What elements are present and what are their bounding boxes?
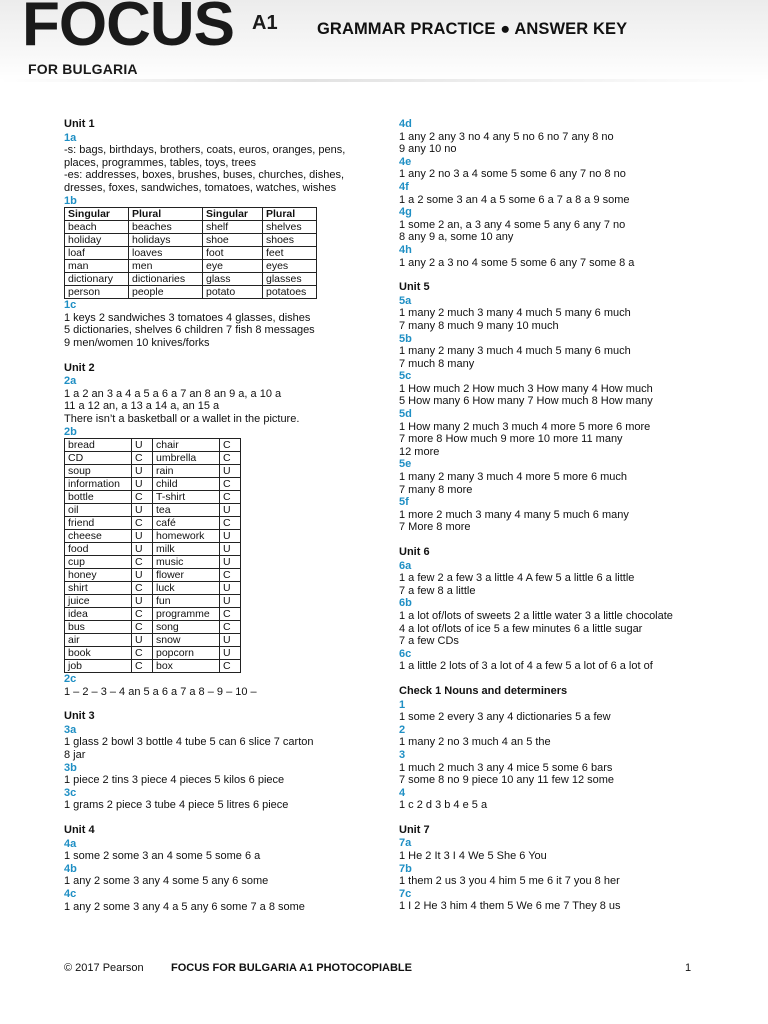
exercise-label: 4d (399, 118, 412, 130)
answer-line: dresses, foxes, sandwiches, tomatoes, watches, wishes (64, 181, 337, 194)
right-column (399, 118, 729, 913)
table-cell: feet (263, 247, 317, 260)
table-cell: men (129, 260, 203, 273)
table-row (65, 504, 241, 517)
answer-line: 1 many 2 much 3 many 4 much 5 many 6 much (399, 307, 631, 320)
answer-line: 7 a few 8 a little (399, 584, 476, 597)
footer-title: FOCUS FOR BULGARIA A1 PHOTOCOPIABLE (171, 962, 412, 974)
table-row (65, 634, 241, 647)
table-row (65, 247, 317, 260)
answer-block (399, 660, 729, 673)
exercise-label: 5b (399, 332, 412, 345)
exercise-label: 1a (64, 131, 77, 144)
table-cell: flower (153, 569, 220, 582)
exercise-label: 1 (399, 698, 406, 711)
exercise-label: 5c (399, 370, 412, 383)
table-cell: friend (65, 517, 132, 530)
answer-line: 1 a 2 an 3 a 4 a 5 a 6 a 7 an 8 an 9 a, a 10 a (64, 387, 282, 400)
table-cell: U (132, 543, 153, 556)
answer-line: 1 many 2 no 3 much 4 an 5 the (399, 736, 551, 749)
answer-block (399, 900, 729, 913)
table-cell: T-shirt (153, 491, 220, 504)
answer-line: 12 more (399, 445, 440, 458)
answer-block (399, 875, 729, 888)
table-row (65, 595, 241, 608)
answer-block (399, 307, 729, 332)
table-header-cell: Plural (263, 208, 317, 221)
table-cell: tea (153, 504, 220, 517)
unit-heading: Unit 4 (64, 824, 95, 837)
exercise-label: 5f (399, 496, 409, 509)
answer-block (399, 383, 729, 408)
table-cell: C (220, 439, 241, 452)
table-cell: cheese (65, 530, 132, 543)
answer-line: 1 many 2 many 3 much 4 much 5 many 6 much (399, 345, 631, 358)
answer-line: 1 more 2 much 3 many 4 many 5 much 6 many (399, 508, 629, 521)
answer-block (399, 471, 729, 496)
table-row (65, 491, 241, 504)
exercise-label: 3b (64, 761, 77, 774)
table-row (65, 660, 241, 673)
exercise-label: 6a (399, 559, 412, 572)
table-cell: shelves (263, 221, 317, 234)
table-cell: U (220, 465, 241, 478)
answer-block (64, 736, 374, 761)
table-cell: programme (153, 608, 220, 621)
table-row (65, 647, 241, 660)
table-row (65, 543, 241, 556)
answer-block (399, 799, 729, 812)
answer-block (399, 736, 729, 749)
answer-block (64, 774, 374, 787)
answer-line: 7 a few CDs (399, 635, 459, 648)
table-cell: potatoes (263, 286, 317, 299)
unit-heading: Check 1 Nouns and determiners (399, 684, 568, 697)
table-header-cell: Plural (129, 208, 203, 221)
table-cell: shoe (203, 234, 263, 247)
answer-line: 7 more 8 How much 9 more 10 more 11 many (399, 433, 623, 446)
answer-block (64, 799, 374, 812)
exercise-label: 3c (64, 786, 77, 799)
answer-line: 11 a 12 an, a 13 a 14 a, an 15 a (64, 400, 220, 413)
table-cell: C (220, 660, 241, 673)
table-cell: C (220, 452, 241, 465)
table-row (65, 465, 241, 478)
answer-block (399, 257, 729, 270)
exercise-label: 4b (64, 862, 77, 875)
answer-block (399, 194, 729, 207)
page-title: GRAMMAR PRACTICE ● ANSWER KEY (317, 20, 628, 38)
table-row (65, 530, 241, 543)
answer-block (399, 421, 729, 459)
answer-block (399, 762, 729, 787)
answer-line: 1 any 2 no 3 a 4 some 5 some 6 any 7 no 8 no (399, 168, 626, 181)
exercise-label: 2b (64, 425, 77, 438)
answer-line: 8 jar (64, 749, 86, 762)
table-cell: loaves (129, 247, 203, 260)
table-cell: loaf (65, 247, 129, 260)
table-row (65, 621, 241, 634)
table-cell: chair (153, 439, 220, 452)
table-cell: rain (153, 465, 220, 478)
table-row (65, 273, 317, 286)
table-cell: homework (153, 530, 220, 543)
unit-heading: Unit 1 (64, 118, 95, 130)
table-cell: people (129, 286, 203, 299)
table-header-cell: Singular (203, 208, 263, 221)
answer-block (399, 131, 729, 156)
table-cell: U (132, 478, 153, 491)
table-cell: beaches (129, 221, 203, 234)
table-cell: U (132, 595, 153, 608)
table-row (65, 556, 241, 569)
unit-heading: Unit 3 (64, 710, 95, 723)
answer-line: places, programmes, tables, toys, trees (64, 156, 256, 169)
answer-line: 1 He 2 It 3 I 4 We 5 She 6 You (399, 850, 547, 863)
table-cell: snow (153, 634, 220, 647)
answer-line: 4 a lot of/lots of ice 5 a few minutes 6 a little sugar (399, 622, 643, 635)
table-row (65, 569, 241, 582)
table-cell: milk (153, 543, 220, 556)
table-cell: U (132, 569, 153, 582)
footer-copyright: © 2017 Pearson (64, 962, 144, 974)
table-cell: C (132, 452, 153, 465)
exercise-label: 7c (399, 887, 412, 900)
table-cell: soup (65, 465, 132, 478)
exercise-label: 4e (399, 155, 412, 168)
table-cell: U (220, 504, 241, 517)
table-cell: holidays (129, 234, 203, 247)
table-row (65, 582, 241, 595)
answer-block (399, 345, 729, 370)
exercise-label: 5a (399, 294, 412, 307)
table-cell: shirt (65, 582, 132, 595)
table-cell: C (220, 608, 241, 621)
table-cell: box (153, 660, 220, 673)
unit-heading: Unit 7 (399, 823, 430, 836)
table-cell: oil (65, 504, 132, 517)
page-number: 1 (685, 962, 692, 974)
exercise-label: 5d (399, 408, 412, 421)
table-cell: glasses (263, 273, 317, 286)
table-cell: U (220, 582, 241, 595)
exercise-label: 2 (399, 723, 406, 736)
exercise-label: 4c (64, 888, 77, 900)
exercise-label: 1b (64, 194, 77, 207)
table-cell: fun (153, 595, 220, 608)
answer-line: 7 More 8 more (399, 521, 471, 534)
answer-line: 1 keys 2 sandwiches 3 tomatoes 4 glasses, dishes (64, 311, 311, 324)
answer-block (399, 219, 729, 244)
answer-line: 1 glass 2 bowl 3 bottle 4 tube 5 can 6 slice 7 carton (64, 736, 314, 749)
answer-line: 1 many 2 many 3 much 4 more 5 more 6 much (399, 471, 628, 484)
exercise-label: 4a (64, 837, 77, 850)
answer-block (64, 388, 374, 426)
table-cell: book (65, 647, 132, 660)
answer-block (399, 572, 729, 597)
answer-line: -s: bags, birthdays, brothers, coats, euros, oranges, pens, (64, 144, 346, 157)
table-cell: C (132, 608, 153, 621)
exercise-label: 7b (399, 862, 412, 875)
table-cell: air (65, 634, 132, 647)
exercise-label: 7a (399, 837, 412, 850)
table-cell: C (220, 517, 241, 530)
table-cell: C (220, 621, 241, 634)
exercise-label: 4g (399, 206, 412, 219)
table-cell: U (220, 595, 241, 608)
table-cell: food (65, 543, 132, 556)
answer-line: 9 men/women 10 knives/forks (64, 336, 210, 349)
exercise-label: 5e (399, 458, 412, 471)
table-cell: U (220, 647, 241, 660)
answer-line: 1 them 2 us 3 you 4 him 5 me 6 it 7 you 8 her (399, 875, 620, 888)
table-cell: U (132, 465, 153, 478)
answer-block (399, 168, 729, 181)
answer-block (399, 509, 729, 534)
exercise-label: 4 (399, 786, 406, 799)
table-cell: idea (65, 608, 132, 621)
answer-line: 8 any 9 a, some 10 any (399, 231, 514, 244)
answer-block (64, 850, 374, 863)
table-cell: café (153, 517, 220, 530)
table-cell: music (153, 556, 220, 569)
table-cell: bottle (65, 491, 132, 504)
table-cell: person (65, 286, 129, 299)
table-cell: U (220, 543, 241, 556)
answer-block (399, 711, 729, 724)
table-cell: honey (65, 569, 132, 582)
table-row (65, 608, 241, 621)
answer-line: 1 grams 2 piece 3 tube 4 piece 5 litres 6 piece (64, 799, 289, 812)
answer-line: 1 any 2 some 3 any 4 a 5 any 6 some 7 a 8 some (64, 900, 305, 913)
table-cell: U (220, 530, 241, 543)
table-cell: man (65, 260, 129, 273)
answer-line: 1 much 2 much 3 any 4 mice 5 some 6 bars (399, 761, 613, 774)
unit-heading: Unit 5 (399, 281, 430, 294)
answer-line: 1 piece 2 tins 3 piece 4 pieces 5 kilos 6 piece (64, 774, 285, 787)
exercise-label: 2a (64, 375, 77, 388)
answer-line: 1 a 2 some 3 an 4 a 5 some 6 a 7 a 8 a 9 some (399, 193, 630, 206)
table-row (65, 286, 317, 299)
answer-line: 5 dictionaries, shelves 6 children 7 fish 8 messages (64, 324, 315, 337)
table-cell: potato (203, 286, 263, 299)
table-cell: C (132, 621, 153, 634)
exercise-label: 3 (399, 748, 406, 761)
answer-line: 5 How many 6 How many 7 How much 8 How many (399, 395, 653, 408)
table-cell: U (132, 439, 153, 452)
answer-line: 1 I 2 He 3 him 4 them 5 We 6 me 7 They 8 us (399, 900, 621, 913)
table-row (65, 221, 317, 234)
table-cell: eye (203, 260, 263, 273)
answer-block (64, 686, 374, 699)
answer-line: 7 many 8 much 9 many 10 much (399, 319, 559, 332)
focus-logo: FOCUS (22, 0, 234, 59)
answer-block (64, 875, 374, 888)
table-cell: juice (65, 595, 132, 608)
answer-line: 1 How many 2 much 3 much 4 more 5 more 6 more (399, 420, 651, 433)
answer-line: -es: addresses, boxes, brushes, buses, churches, dishes, (64, 169, 345, 182)
table-cell: C (132, 647, 153, 660)
answer-line: 1 any 2 a 3 no 4 some 5 some 6 any 7 some 8 a (399, 256, 635, 269)
answer-line: 7 much 8 many (399, 357, 475, 370)
table-cell: U (220, 556, 241, 569)
table-header-cell: Singular (65, 208, 129, 221)
answer-line: There isn’t a basketball or a wallet in the picture. (64, 412, 300, 425)
answer-block (64, 901, 374, 914)
table-cell: C (220, 491, 241, 504)
table-cell: eyes (263, 260, 317, 273)
answer-line: 7 some 8 no 9 piece 10 any 11 few 12 some (399, 774, 615, 787)
answer-block (64, 312, 374, 350)
table-row (65, 234, 317, 247)
exercise-label: 3a (64, 723, 77, 736)
table-cell: C (132, 582, 153, 595)
table-header-row (65, 208, 317, 221)
table-cell: child (153, 478, 220, 491)
table-cell: bread (65, 439, 132, 452)
exercise-label: 6c (399, 647, 412, 660)
answer-line: 1 c 2 d 3 b 4 e 5 a (399, 799, 488, 812)
table-cell: C (220, 569, 241, 582)
answer-line: 1 some 2 some 3 an 4 some 5 some 6 a (64, 850, 261, 863)
unit-heading: Unit 6 (399, 546, 430, 558)
answer-line: 1 a few 2 a few 3 a little 4 A few 5 a little 6 a little (399, 572, 635, 585)
table-cell: bus (65, 621, 132, 634)
answer-line: 1 any 2 any 3 no 4 any 5 no 6 no 7 any 8 no (399, 130, 614, 143)
table-cell: umbrella (153, 452, 220, 465)
exercise-label: 1c (64, 299, 77, 312)
table-cell: C (132, 660, 153, 673)
left-column (64, 118, 374, 913)
table-cell: shoes (263, 234, 317, 247)
answer-block (399, 850, 729, 863)
header-banner (0, 0, 768, 82)
table-cell: beach (65, 221, 129, 234)
table-cell: luck (153, 582, 220, 595)
answer-line: 1 How much 2 How much 3 How many 4 How much (399, 382, 653, 395)
table-cell: U (132, 634, 153, 647)
exercise-label: 6b (399, 597, 412, 610)
answer-line: 1 a lot of/lots of sweets 2 a little water 3 a little chocolate (399, 609, 673, 622)
table-cell: shelf (203, 221, 263, 234)
answer-line: 1 some 2 an, a 3 any 4 some 5 any 6 any 7 no (399, 218, 626, 231)
level-label: A1 (252, 12, 278, 34)
plural-table (64, 207, 317, 299)
table-cell: U (132, 504, 153, 517)
table-cell: U (132, 530, 153, 543)
table-cell: dictionaries (129, 273, 203, 286)
answer-block (64, 144, 374, 194)
table-cell: U (220, 634, 241, 647)
table-cell: C (132, 517, 153, 530)
table-cell: glass (203, 273, 263, 286)
table-row (65, 439, 241, 452)
table-cell: C (220, 478, 241, 491)
answer-line: 7 many 8 more (399, 483, 473, 496)
table-cell: C (132, 491, 153, 504)
table-cell: information (65, 478, 132, 491)
table-cell: cup (65, 556, 132, 569)
table-cell: dictionary (65, 273, 129, 286)
table-cell: job (65, 660, 132, 673)
countable-table (64, 438, 241, 673)
answer-block (399, 610, 729, 648)
exercise-label: 4f (399, 180, 409, 193)
table-cell: foot (203, 247, 263, 260)
table-row (65, 478, 241, 491)
table-cell: C (132, 556, 153, 569)
answer-line: 1 – 2 – 3 – 4 an 5 a 6 a 7 a 8 – 9 – 10 – (64, 685, 257, 698)
logo-subtitle: FOR BULGARIA (28, 61, 138, 77)
table-cell: holiday (65, 234, 129, 247)
unit-heading: Unit 2 (64, 361, 95, 374)
answer-line: 9 any 10 no (399, 143, 457, 156)
answer-line: 1 a little 2 lots of 3 a lot of 4 a few 5 a lot of 6 a lot of (399, 660, 653, 673)
exercise-label: 4h (399, 243, 412, 256)
answer-line: 1 any 2 some 3 any 4 some 5 any 6 some (64, 875, 269, 888)
table-row (65, 517, 241, 530)
table-cell: CD (65, 452, 132, 465)
answer-line: 1 some 2 every 3 any 4 dictionaries 5 a few (399, 711, 611, 724)
table-row (65, 452, 241, 465)
exercise-label: 2c (64, 673, 77, 686)
table-row (65, 260, 317, 273)
table-cell: song (153, 621, 220, 634)
table-cell: popcorn (153, 647, 220, 660)
